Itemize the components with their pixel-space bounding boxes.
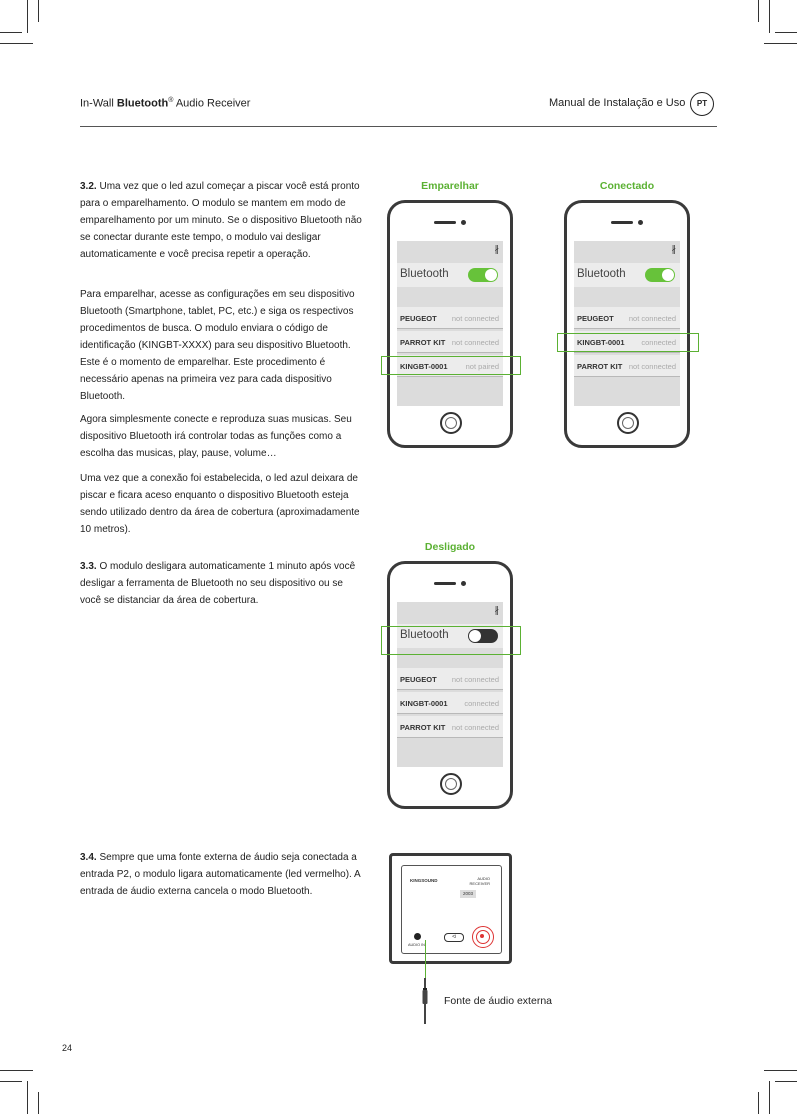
- bluetooth-label: Bluetooth: [400, 629, 449, 641]
- crop-mark: [764, 43, 797, 44]
- brand-logo: KINGSOUND: [410, 878, 438, 883]
- home-button[interactable]: [440, 412, 462, 434]
- figure-title-off: Desligado: [424, 541, 476, 553]
- phone-off: [387, 561, 513, 809]
- crop-mark: [38, 0, 39, 22]
- header-rule: [80, 126, 717, 127]
- highlight-box: [381, 626, 521, 655]
- device-name: PEUGEOT: [577, 314, 614, 323]
- audio-plug-icon: [422, 978, 428, 1024]
- section-number: 3.3.: [80, 561, 97, 572]
- phone-pair: [387, 200, 513, 448]
- bluetooth-toggle[interactable]: [468, 268, 498, 282]
- device-status: connected: [641, 338, 676, 347]
- highlight-box: [557, 333, 699, 352]
- panel-face: [401, 865, 502, 954]
- crop-mark: [0, 1070, 33, 1071]
- device-status: not connected: [628, 314, 676, 323]
- device-name: KINGBT-0001: [400, 699, 448, 708]
- page-number: 24: [62, 1043, 73, 1053]
- crop-mark: [758, 0, 759, 22]
- phone-screen: [397, 241, 503, 406]
- bluetooth-icon: ∦: [671, 244, 676, 254]
- product-pre: In-Wall: [80, 97, 117, 110]
- device-status: not connected: [451, 314, 499, 323]
- home-button[interactable]: [617, 412, 639, 434]
- camera: [461, 220, 466, 225]
- red-led-dot: [480, 934, 484, 938]
- crop-mark: [38, 1092, 39, 1114]
- crop-mark: [775, 1081, 797, 1082]
- speaker: [434, 582, 456, 585]
- crop-mark: [769, 1081, 770, 1114]
- device-name: KINGBT-0001: [577, 338, 625, 347]
- device-status: not paired: [465, 362, 499, 371]
- device-name: KINGBT-0001: [400, 362, 448, 371]
- product-post: Audio Receiver: [173, 97, 251, 110]
- device-name: PEUGEOT: [400, 675, 437, 684]
- device-row[interactable]: [574, 307, 680, 329]
- bluetooth-setting-row: [574, 263, 680, 287]
- device-row[interactable]: [574, 355, 680, 377]
- manual-title: Manual de Instalação e Uso: [549, 97, 686, 109]
- crop-mark: [0, 1081, 22, 1082]
- audio-receiver-panel: [389, 853, 512, 964]
- crop-mark: [0, 43, 33, 44]
- figure-title-pair: Emparelhar: [421, 180, 479, 192]
- figure-title-connected: Conectado: [599, 180, 655, 192]
- device-row[interactable]: [397, 307, 503, 329]
- product-bold: Bluetooth: [116, 97, 169, 110]
- speaker: [611, 221, 633, 224]
- device-status: not connected: [451, 723, 499, 732]
- paragraph-text: Sempre que uma fonte externa de áudio seja conectada a entrada P2, o modulo ligara automaticamente (led vermelho). A entrada de áudio externa cancela o modo Bluetooth.: [80, 852, 361, 897]
- speaker: [434, 221, 456, 224]
- crop-mark: [769, 0, 770, 33]
- bluetooth-label: Bluetooth: [400, 268, 449, 280]
- crop-mark: [27, 1081, 28, 1114]
- crop-mark: [764, 1070, 797, 1071]
- device-row[interactable]: [397, 716, 503, 738]
- phone-screen: [574, 241, 680, 406]
- camera: [638, 220, 643, 225]
- section-3-4: [80, 849, 362, 900]
- device-name: PEUGEOT: [400, 314, 437, 323]
- device-status: not connected: [451, 675, 499, 684]
- device-row[interactable]: [397, 692, 503, 714]
- device-name: PARROT KIT: [577, 362, 623, 371]
- audio-jack[interactable]: [414, 933, 421, 940]
- device-row[interactable]: [397, 668, 503, 690]
- bluetooth-setting-row: [397, 263, 503, 287]
- receiver-label: AUDIO RECEIVER: [469, 876, 490, 886]
- device-status: connected: [464, 699, 499, 708]
- bluetooth-toggle[interactable]: [645, 268, 675, 282]
- product-title: [80, 97, 250, 110]
- section-number: 3.4.: [80, 852, 97, 863]
- device-row[interactable]: [397, 331, 503, 353]
- section-3-3: [80, 558, 362, 609]
- crop-mark: [27, 0, 28, 33]
- section-3-2-p4: Uma vez que a conexão foi estabelecida, o led azul deixara de piscar e ficara aceso enquanto o dispositivo Bluetooth esteja sendo utilizado dentro da área de cobertura (aproximadamente 10 metros).: [80, 473, 360, 535]
- external-source-label: Fonte de áudio externa: [444, 995, 552, 1007]
- bluetooth-label: Bluetooth: [577, 268, 626, 280]
- crop-mark: [758, 1092, 759, 1114]
- device-name: PARROT KIT: [400, 723, 446, 732]
- camera: [461, 581, 466, 586]
- toggle-knob: [485, 269, 497, 281]
- cable-line: [425, 940, 426, 980]
- home-button[interactable]: [440, 773, 462, 795]
- paragraph-text: Uma vez que o led azul começar a piscar você está pronto para o emparelhamento. O modulo se mantem em modo de emparelhamento por um minuto. Se o dispositivo Bluetooth não se conectar durante este tempo, o modulo vai desligar automaticamente e você precisa repetir a operação.: [80, 181, 362, 260]
- bluetooth-icon: ∦: [494, 605, 499, 615]
- led-icon: ᐊ: [444, 933, 464, 942]
- toggle-knob: [662, 269, 674, 281]
- section-3-2-p2: Para emparelhar, acesse as configurações em seu dispositivo Bluetooth (Smartphone, tablet, PC, etc.) e siga os respectivos procedimentos de busca. O modulo enviara o código de identificação (KINGBT-XXXX) para seu dispositivo Bluetooth. Este é o momento de emparelhar. Este procedimento é necessário apenas na primeira vez para cada dispositivo Bluetooth.: [80, 289, 355, 402]
- bluetooth-icon: ∦: [494, 244, 499, 254]
- crop-mark: [0, 32, 22, 33]
- section-3-2-p1: [80, 178, 362, 263]
- product-reg: ®: [168, 97, 174, 104]
- crop-mark: [775, 32, 797, 33]
- model-code: 2003: [460, 890, 476, 898]
- device-status: not connected: [628, 362, 676, 371]
- highlight-box: [381, 356, 521, 375]
- language-badge: PT: [690, 92, 714, 116]
- section-3-2-p3: Agora simplesmente conecte e reproduza suas musicas. Seu dispositivo Bluetooth irá controlar todas as funções como a escolha das musicas, play, pause, volume…: [80, 414, 352, 459]
- audio-in-label: AUDIO IN: [408, 943, 425, 947]
- device-name: PARROT KIT: [400, 338, 446, 347]
- phone-connected: [564, 200, 690, 448]
- section-number: 3.2.: [80, 181, 97, 192]
- device-status: not connected: [451, 338, 499, 347]
- paragraph-text: O modulo desligara automaticamente 1 minuto após você desligar a ferramenta de Bluetooth no seu dispositivo ou se você se distanciar da área de cobertura.: [80, 561, 356, 606]
